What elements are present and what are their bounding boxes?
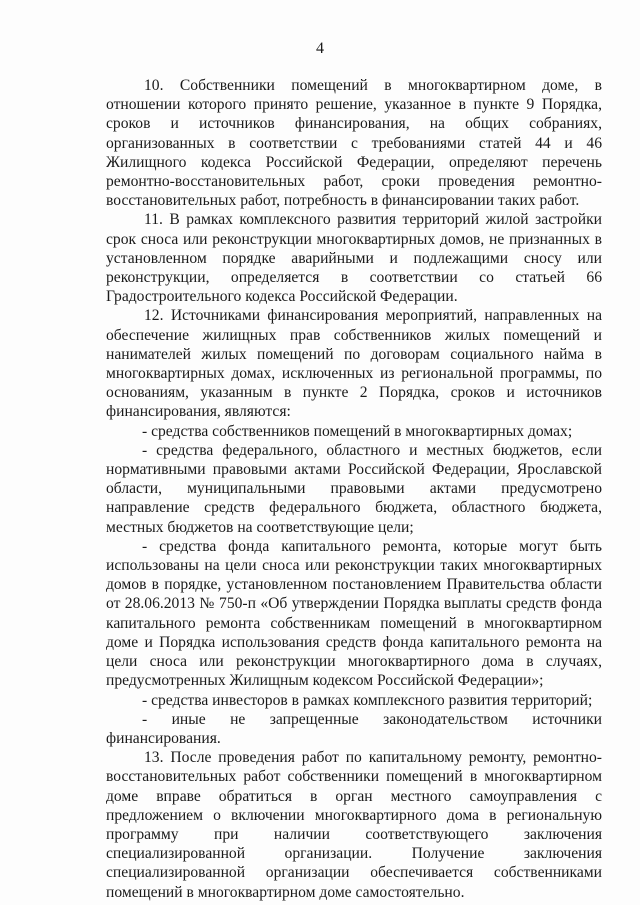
list-item-owners-funds: - средства собственников помещений в многоквартирных домах; [142,422,573,440]
list-item-other-sources: - иные не запрещенные законодательством источники финансирования. [106,710,602,747]
list-item-budget-funds: - средства федерального, областного и местных бюджетов, если нормативными правовыми актами Российской Федерации, Ярославской области, муниципальными правовыми актами предусмотрено направление средств федерального бюджета, областного бюджета, местных бюджетов на соответствующие цели; [106,441,602,536]
list-item-capital-repair-fund: - средства фонда капитального ремонта, которые могут быть использованы на цели сноса или реконструкции таких многоквартирных домов в порядке, установленном постановлением Правительства области от 28.06.2013 № 750-п «Об утверждении Порядка выплаты средств фонда капитального ремонта собственникам помещений в многоквартирном доме и Порядка использования средств фонда капитального ремонта на цели сноса или реконструкции многоквартирного дома в случаях, предусмотренных Жилищным кодексом Российской Федерации»; [106,537,602,690]
paragraph-12: 12. Источниками финансирования мероприятий, направленных на обеспечение жилищных прав собственников жилых помещений и нанимателей жилых помещений по договорам социального найма в многоквартирных домах, исключенных из региональной программы, по основаниям, указанным в пункте 2 Порядка, сроков и источников финансирования, являются: [106,307,602,421]
page-number: 4 [316,40,324,57]
paragraph-11: 11. В рамках комплексного развития территорий жилой застройки срок сноса или реконструкции многоквартирных домов, не признанных в установленном порядке аварийными и подлежащими сносу или реконструкции, определяется в соответствии со статьей 66 Градостроительного кодекса Российской Федерации. [106,211,602,306]
paragraph-10: 10. Собственники помещений в многоквартирном доме, в отношении которого принято решение, указанное в пункте 9 Порядка, сроков и источников финансирования, на общих собраниях, организованных в соответствии с требованиями статей 44 и 46 Жилищного кодекса Российской Федерации, определяют перечень ремонтно-восстановительных работ, сроки проведения ремонтно-восстановительных работ, потребность в финансировании таких работ. [106,77,602,210]
document-body [106,76,602,902]
paragraph-13: 13. После проведения работ по капитальному ремонту, ремонтно-восстановительных работ собственники помещений в многоквартирном доме вправе обратиться в орган местного самоуправления с предложением о включении многоквартирного дома в региональную программу при наличии соответствующего заключения специализированной организации. Получение заключения специализированной организации обеспечивается собственниками помещений в многоквартирном доме самостоятельно. [106,749,602,901]
list-item-investor-funds: - средства инвесторов в рамках комплексного развития территорий; [142,691,593,709]
